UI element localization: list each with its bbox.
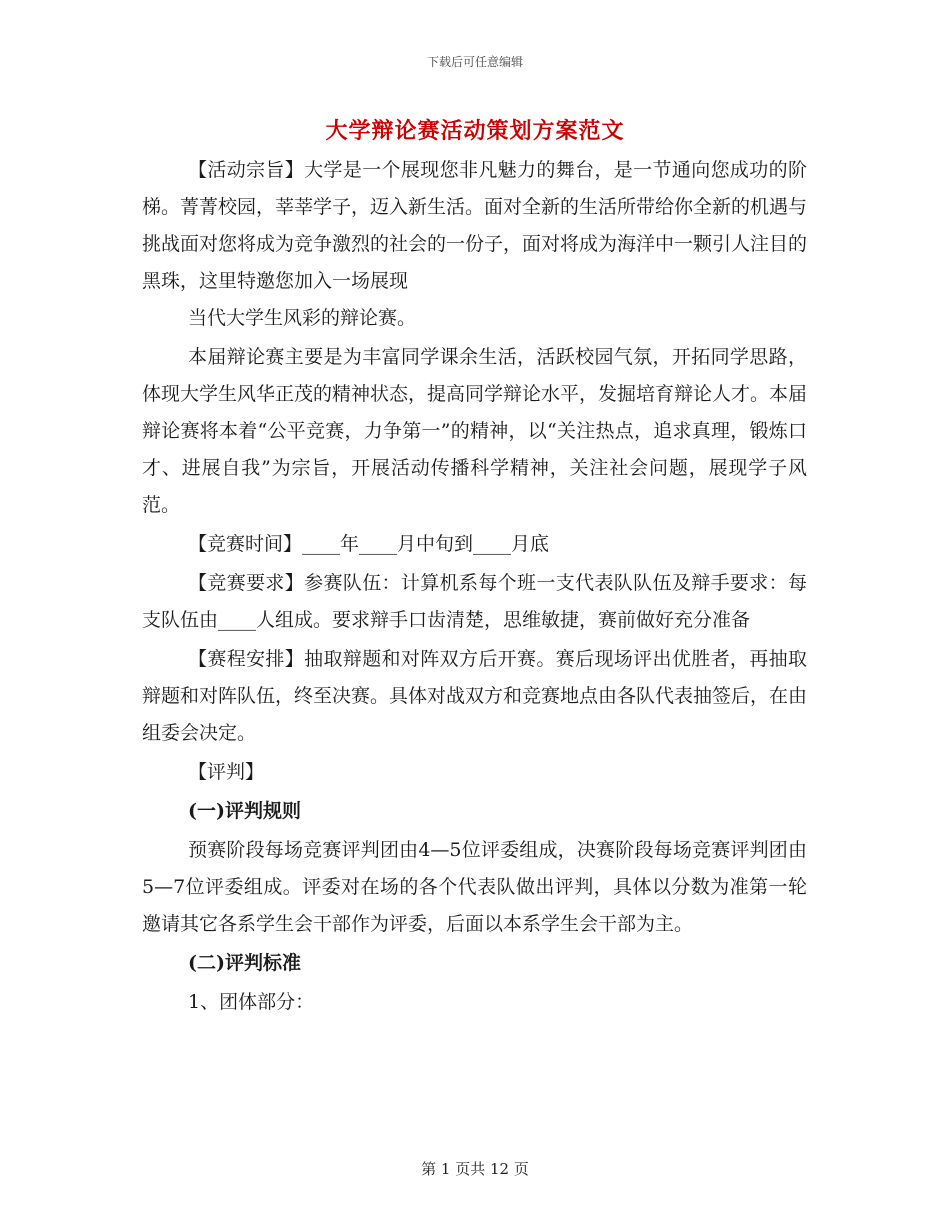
section-heading-judging-rules: (一)评判规则 xyxy=(188,800,301,822)
paragraph-judging-heading: 【评判】 xyxy=(188,761,265,783)
paragraph-purpose: 【活动宗旨】大学是一个展现您非凡魅力的舞台，是一节通向您成功的阶梯。菁菁校园，莘莘学子，迈入新生活。面对全新的生活所带给你全新的机遇与挑战面对您将成为竞争激烈的社会的一份子，面对将成为海洋中一颗引人注目的黑珠，这里特邀您加入一场展现 xyxy=(142,159,808,292)
paragraph-competition-requirements: 【竞赛要求】参赛队伍：计算机系每个班一支代表队队伍及辩手要求：每支队伍由____人组成。要求辩手口齿清楚，思维敏捷，赛前做好充分准备 xyxy=(142,572,807,631)
paragraph-purpose-continued: 当代大学生风彩的辩论赛。 xyxy=(188,307,417,329)
page-header: 下载后可任意编辑 xyxy=(426,55,523,69)
paragraph-competition-time: 【竞赛时间】____年____月中旬到____月底 xyxy=(188,533,550,555)
document-body xyxy=(142,152,807,1021)
document-title: 大学辩论赛活动策划方案范文 xyxy=(325,118,625,144)
page-footer: 第 1 页共 12 页 xyxy=(421,1160,529,1178)
paragraph-judging-rules: 预赛阶段每场竞赛评判团由4—5位评委组成，决赛阶段每场竞赛评判团由5—7位评委组成。评委对在场的各个代表队做出评判，具体以分数为准第一轮邀请其它各系学生会干部作为评委，后面以本系学生会干部为主。 xyxy=(142,839,807,935)
section-heading-judging-criteria: (二)评判标准 xyxy=(188,952,301,974)
paragraph-intro: 本届辩论赛主要是为丰富同学课余生活，活跃校园气氛，开拓同学思路，体现大学生风华正茂的精神状态，提高同学辩论水平，发掘培育辩论人才。本届辩论赛将本着“公平竞赛，力争第一”的精神，以“关注热点，追求真理，锻炼口才、进展自我”为宗旨，开展活动传播科学精神，关注社会问题，展现学子风范。 xyxy=(142,346,808,516)
paragraph-schedule: 【赛程安排】抽取辩题和对阵双方后开赛。赛后现场评出优胜者，再抽取辩题和对阵队伍，终至决赛。具体对战双方和竞赛地点由各队代表抽签后，在由组委会决定。 xyxy=(142,648,808,744)
paragraph-team-section: 1、团体部分： xyxy=(188,991,315,1013)
